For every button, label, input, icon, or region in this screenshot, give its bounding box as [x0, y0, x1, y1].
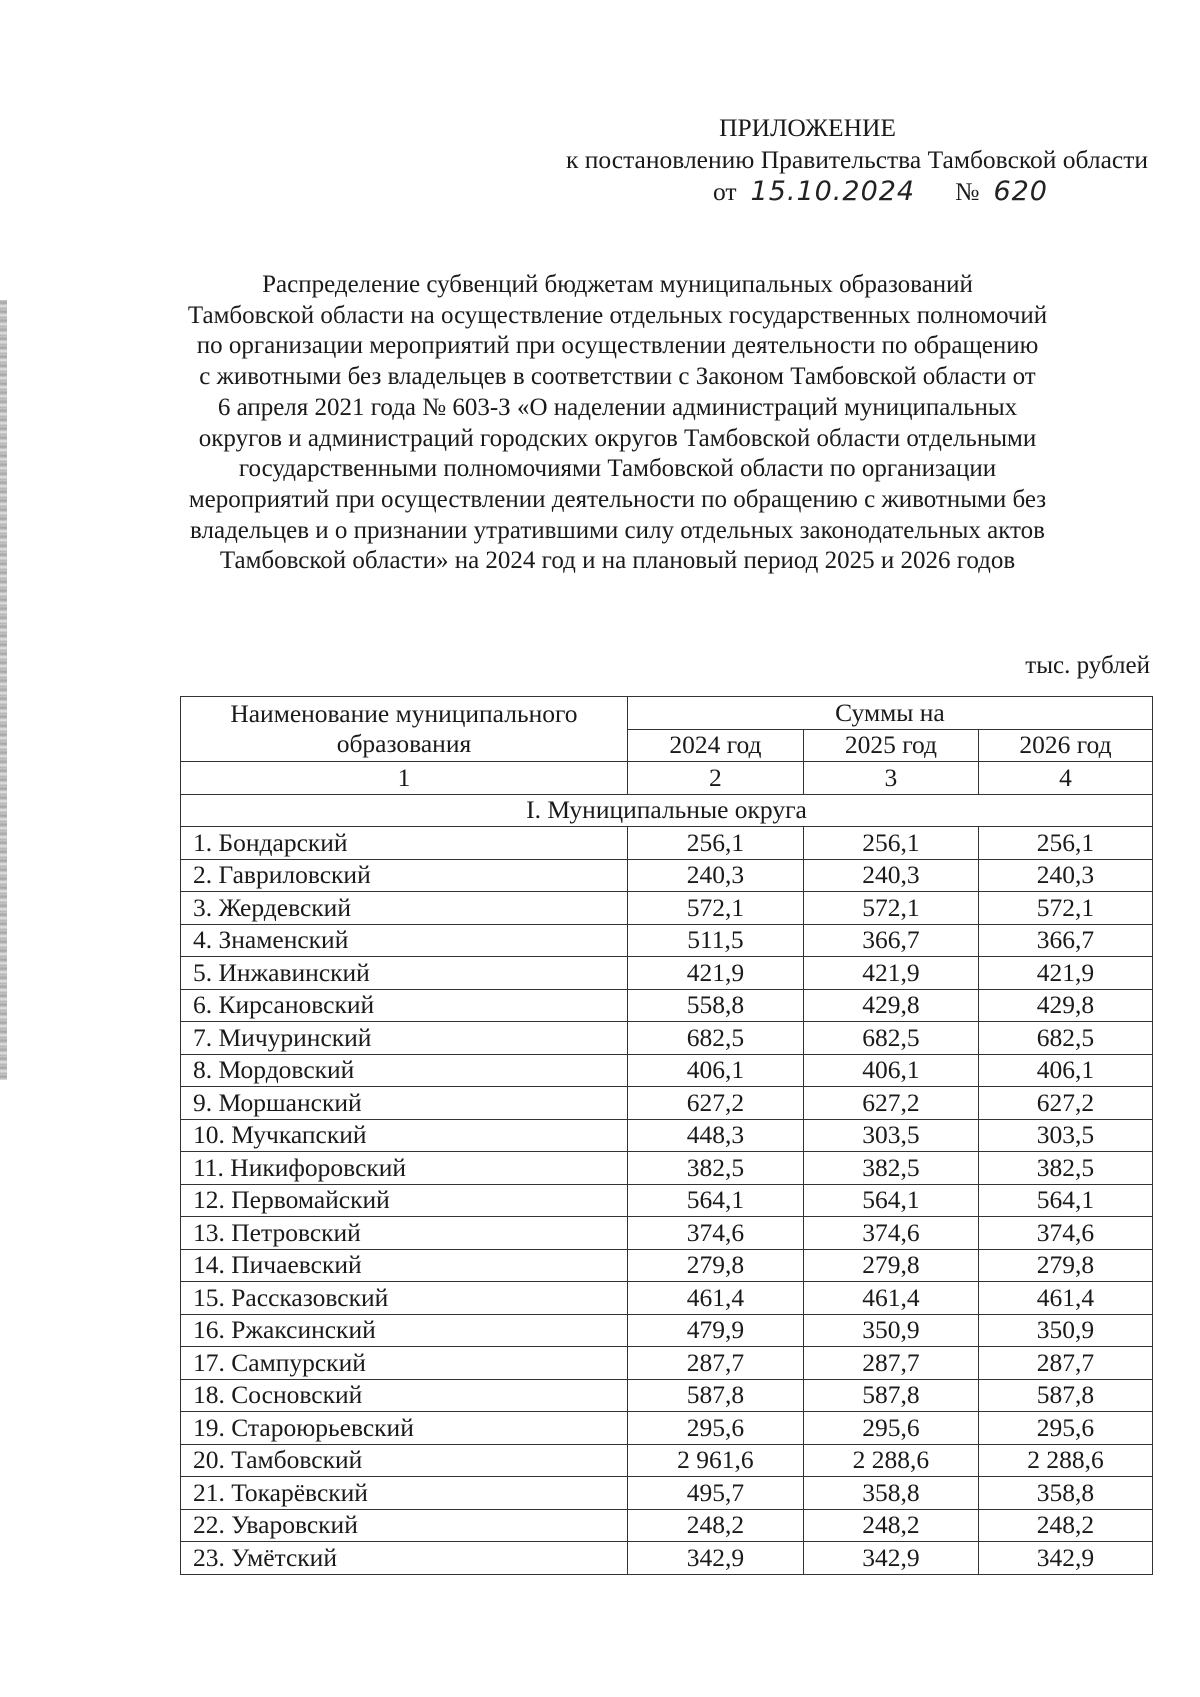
year-header-2025: 2025 год	[803, 729, 978, 762]
value-2024: 564,1	[627, 1184, 803, 1217]
year-header-2026: 2026 год	[978, 729, 1152, 762]
municipality-name: 4. Знаменский	[181, 924, 628, 957]
table-row	[181, 957, 1153, 990]
value-2025: 303,5	[803, 1119, 978, 1152]
value-2025: 421,9	[803, 957, 978, 990]
table-row	[181, 859, 1153, 892]
value-2025: 342,9	[803, 1542, 978, 1575]
title-line: государственными полномочиями Тамбовской области по организации	[238, 455, 997, 483]
col-number: 3	[803, 762, 978, 795]
municipality-name: 14. Пичаевский	[181, 1249, 628, 1282]
municipality-name: 19. Староюрьевский	[181, 1412, 628, 1445]
table-row	[181, 989, 1153, 1022]
col-number: 2	[627, 762, 803, 795]
value-2025: 248,2	[803, 1509, 978, 1542]
value-2026: 627,2	[978, 1087, 1152, 1120]
value-2024: 342,9	[627, 1542, 803, 1575]
units-label: тыс. рублей	[1025, 652, 1150, 679]
value-2026: 374,6	[978, 1217, 1152, 1250]
value-2024: 2 961,6	[627, 1444, 803, 1477]
value-2024: 495,7	[627, 1477, 803, 1510]
value-2026: 358,8	[978, 1477, 1152, 1510]
value-2024: 558,8	[627, 989, 803, 1022]
date-number-line	[448, 176, 1148, 208]
table-row	[181, 1477, 1153, 1510]
value-2024: 295,6	[627, 1412, 803, 1445]
year-header-2024: 2024 год	[627, 729, 803, 762]
municipality-name: 1. Бондарский	[181, 827, 628, 860]
value-2025: 627,2	[803, 1087, 978, 1120]
municipality-name: 13. Петровский	[181, 1217, 628, 1250]
value-2024: 279,8	[627, 1249, 803, 1282]
value-2025: 295,6	[803, 1412, 978, 1445]
col-name-header: Наименование муниципального образования	[181, 697, 628, 762]
municipality-name: 5. Инжавинский	[181, 957, 628, 990]
resolution-line: к постановлению Правительства Тамбовской области	[565, 145, 1148, 174]
municipality-name: 10. Мучкапский	[181, 1119, 628, 1152]
title-line: Тамбовской области на осуществление отдельных государственных полномочий	[187, 301, 1048, 329]
table-row	[181, 1282, 1153, 1315]
value-2024: 448,3	[627, 1119, 803, 1152]
table-row	[181, 827, 1153, 860]
municipality-name: 18. Сосновский	[181, 1379, 628, 1412]
table-header-row	[181, 697, 1153, 730]
handwritten-date: 15.10.2024	[750, 176, 916, 207]
title-line: с животными без владельцев в соответствии с Законом Тамбовской области от	[199, 363, 1036, 391]
value-2026: 421,9	[978, 957, 1152, 990]
table-row	[181, 1087, 1153, 1120]
title-line: округов и администраций городских округов Тамбовской области отдельными	[198, 424, 1037, 452]
value-2024: 421,9	[627, 957, 803, 990]
value-2026: 366,7	[978, 924, 1152, 957]
scan-edge-artifact	[0, 300, 7, 1080]
value-2026: 279,8	[978, 1249, 1152, 1282]
value-2024: 461,4	[627, 1282, 803, 1315]
value-2026: 587,8	[978, 1379, 1152, 1412]
municipality-name: 23. Умётский	[181, 1542, 628, 1575]
title-line: Распределение субвенций бюджетам муниципальных образований	[262, 271, 973, 298]
value-2024: 479,9	[627, 1314, 803, 1347]
sums-header: Суммы на	[627, 697, 1152, 730]
table-row	[181, 1152, 1153, 1185]
value-2024: 256,1	[627, 827, 803, 860]
table-row	[181, 1412, 1153, 1445]
value-2026: 240,3	[978, 859, 1152, 892]
municipality-name: 12. Первомайский	[181, 1184, 628, 1217]
number-label: №	[955, 177, 980, 206]
value-2026: 461,4	[978, 1282, 1152, 1315]
table-row	[181, 1022, 1153, 1055]
from-label: от	[712, 177, 737, 206]
value-2025: 374,6	[803, 1217, 978, 1250]
value-2026: 564,1	[978, 1184, 1152, 1217]
appendix-block	[448, 112, 1148, 208]
value-2024: 682,5	[627, 1022, 803, 1055]
value-2024: 587,8	[627, 1379, 803, 1412]
value-2024: 248,2	[627, 1509, 803, 1542]
value-2024: 406,1	[627, 1054, 803, 1087]
table-row	[181, 1542, 1153, 1575]
column-number-row	[181, 762, 1153, 795]
title-line: 6 апреля 2021 года № 603-З «О наделении администраций муниципальных	[217, 393, 1018, 421]
value-2025: 572,1	[803, 892, 978, 925]
municipality-name: 2. Гавриловский	[181, 859, 628, 892]
table-row	[181, 924, 1153, 957]
value-2026: 429,8	[978, 989, 1152, 1022]
section-row	[181, 794, 1153, 827]
table-row	[181, 1444, 1153, 1477]
title-line: по организации мероприятий при осуществлении деятельности по обращению	[196, 332, 1039, 360]
value-2026: 295,6	[978, 1412, 1152, 1445]
document-title	[150, 270, 1085, 577]
appendix-label: ПРИЛОЖЕНИЕ	[719, 113, 896, 142]
table-row	[181, 1217, 1153, 1250]
table-row	[181, 1054, 1153, 1087]
handwritten-number: 620	[993, 176, 1048, 207]
value-2024: 627,2	[627, 1087, 803, 1120]
value-2026: 682,5	[978, 1022, 1152, 1055]
table-row	[181, 1347, 1153, 1380]
value-2025: 2 288,6	[803, 1444, 978, 1477]
value-2026: 287,7	[978, 1347, 1152, 1380]
municipality-name: 7. Мичуринский	[181, 1022, 628, 1055]
title-line: мероприятий при осуществлении деятельности по обращению с животными без	[188, 485, 1047, 513]
municipality-name: 17. Сампурский	[181, 1347, 628, 1380]
table-row	[181, 1314, 1153, 1347]
table-row	[181, 892, 1153, 925]
value-2026: 2 288,6	[978, 1444, 1152, 1477]
col-number: 4	[978, 762, 1152, 795]
subvention-table	[180, 696, 1153, 1575]
section-title: I. Муниципальные округа	[181, 794, 1153, 827]
municipality-name: 8. Мордовский	[181, 1054, 628, 1087]
municipality-name: 22. Уваровский	[181, 1509, 628, 1542]
value-2025: 240,3	[803, 859, 978, 892]
value-2025: 461,4	[803, 1282, 978, 1315]
table-body	[181, 827, 1153, 1575]
municipality-name: 6. Кирсановский	[181, 989, 628, 1022]
table-row	[181, 1249, 1153, 1282]
col-number: 1	[181, 762, 628, 795]
value-2025: 358,8	[803, 1477, 978, 1510]
table-row	[181, 1379, 1153, 1412]
value-2026: 342,9	[978, 1542, 1152, 1575]
value-2026: 303,5	[978, 1119, 1152, 1152]
value-2025: 564,1	[803, 1184, 978, 1217]
value-2026: 382,5	[978, 1152, 1152, 1185]
value-2025: 279,8	[803, 1249, 978, 1282]
value-2024: 287,7	[627, 1347, 803, 1380]
value-2025: 366,7	[803, 924, 978, 957]
value-2026: 572,1	[978, 892, 1152, 925]
municipality-name: 11. Никифоровский	[181, 1152, 628, 1185]
title-line: владельцев и о признании утратившими силу отдельных законодательных актов	[190, 516, 1045, 544]
table-row	[181, 1119, 1153, 1152]
value-2025: 350,9	[803, 1314, 978, 1347]
value-2026: 256,1	[978, 827, 1152, 860]
value-2026: 248,2	[978, 1509, 1152, 1542]
value-2025: 256,1	[803, 827, 978, 860]
value-2026: 406,1	[978, 1054, 1152, 1087]
municipality-name: 16. Ржаксинский	[181, 1314, 628, 1347]
municipality-name: 15. Рассказовский	[181, 1282, 628, 1315]
municipality-name: 21. Токарёвский	[181, 1477, 628, 1510]
value-2025: 406,1	[803, 1054, 978, 1087]
table-row	[181, 1509, 1153, 1542]
table-row	[181, 1184, 1153, 1217]
municipality-name: 3. Жердевский	[181, 892, 628, 925]
value-2024: 511,5	[627, 924, 803, 957]
title-line: Тамбовской области» на 2024 год и на плановый период 2025 и 2026 годов	[219, 547, 1016, 575]
municipality-name: 20. Тамбовский	[181, 1444, 628, 1477]
value-2025: 382,5	[803, 1152, 978, 1185]
value-2026: 350,9	[978, 1314, 1152, 1347]
value-2024: 374,6	[627, 1217, 803, 1250]
value-2025: 429,8	[803, 989, 978, 1022]
value-2024: 240,3	[627, 859, 803, 892]
value-2024: 572,1	[627, 892, 803, 925]
municipality-name: 9. Моршанский	[181, 1087, 628, 1120]
value-2025: 287,7	[803, 1347, 978, 1380]
value-2025: 587,8	[803, 1379, 978, 1412]
value-2024: 382,5	[627, 1152, 803, 1185]
value-2025: 682,5	[803, 1022, 978, 1055]
